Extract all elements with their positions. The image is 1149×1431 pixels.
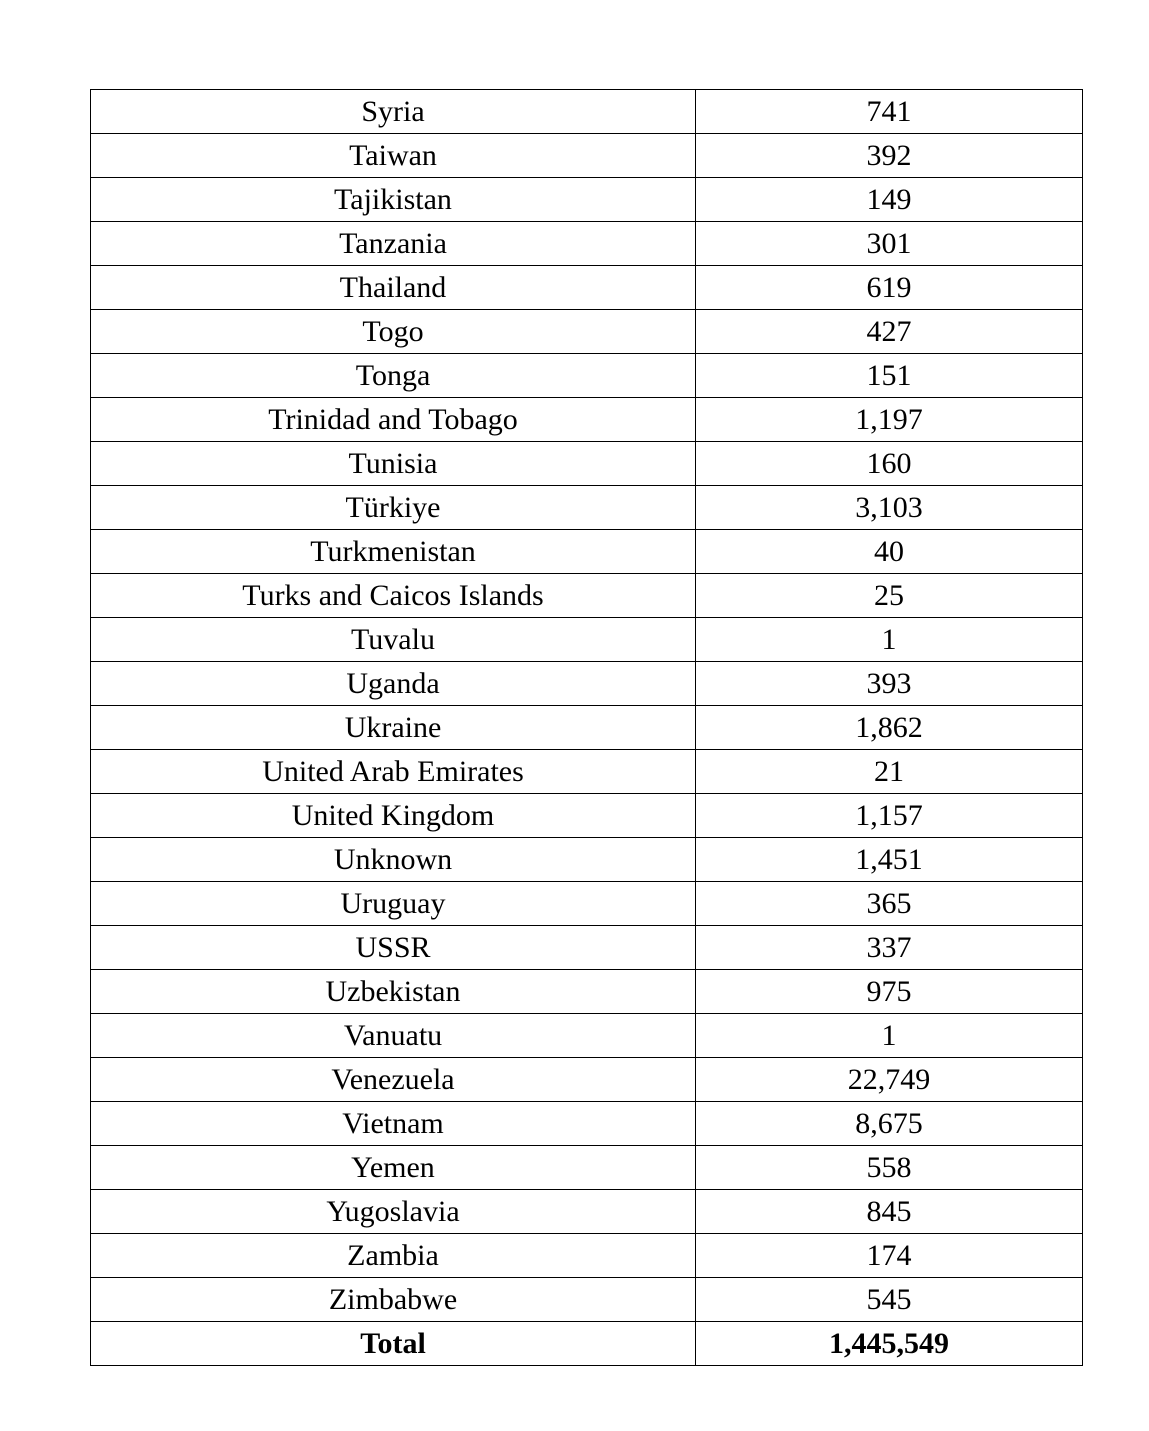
total-label: Total: [91, 1322, 696, 1366]
table-row: [91, 662, 1083, 706]
value-cell: 975: [696, 970, 1083, 1014]
table-row: [91, 134, 1083, 178]
country-cell: Tajikistan: [91, 178, 696, 222]
country-cell: Yemen: [91, 1146, 696, 1190]
country-cell: Vanuatu: [91, 1014, 696, 1058]
country-cell: United Kingdom: [91, 794, 696, 838]
value-cell: 149: [696, 178, 1083, 222]
country-cell: USSR: [91, 926, 696, 970]
value-cell: 25: [696, 574, 1083, 618]
table-row: [91, 706, 1083, 750]
country-cell: Togo: [91, 310, 696, 354]
table-row: [91, 926, 1083, 970]
country-cell: Tuvalu: [91, 618, 696, 662]
value-cell: 545: [696, 1278, 1083, 1322]
country-cell: Yugoslavia: [91, 1190, 696, 1234]
country-count-table: [90, 89, 1083, 1366]
country-cell: Zimbabwe: [91, 1278, 696, 1322]
country-cell: United Arab Emirates: [91, 750, 696, 794]
value-cell: 1,862: [696, 706, 1083, 750]
value-cell: 174: [696, 1234, 1083, 1278]
table-row: [91, 1234, 1083, 1278]
value-cell: 427: [696, 310, 1083, 354]
table-row: [91, 398, 1083, 442]
value-cell: 337: [696, 926, 1083, 970]
value-cell: 1: [696, 1014, 1083, 1058]
total-row: [91, 1322, 1083, 1366]
table-row: [91, 1190, 1083, 1234]
table-row: [91, 1102, 1083, 1146]
country-cell: Vietnam: [91, 1102, 696, 1146]
value-cell: 1,197: [696, 398, 1083, 442]
table-row: [91, 794, 1083, 838]
country-cell: Uzbekistan: [91, 970, 696, 1014]
country-cell: Tanzania: [91, 222, 696, 266]
table-row: [91, 530, 1083, 574]
table-body: [91, 90, 1083, 1366]
table-row: [91, 222, 1083, 266]
country-cell: Ukraine: [91, 706, 696, 750]
country-cell: Unknown: [91, 838, 696, 882]
value-cell: 3,103: [696, 486, 1083, 530]
country-cell: Venezuela: [91, 1058, 696, 1102]
value-cell: 22,749: [696, 1058, 1083, 1102]
value-cell: 1,157: [696, 794, 1083, 838]
table-row: [91, 838, 1083, 882]
country-cell: Turkmenistan: [91, 530, 696, 574]
value-cell: 365: [696, 882, 1083, 926]
value-cell: 619: [696, 266, 1083, 310]
country-cell: Syria: [91, 90, 696, 134]
value-cell: 741: [696, 90, 1083, 134]
country-cell: Thailand: [91, 266, 696, 310]
total-value: 1,445,549: [696, 1322, 1083, 1366]
table-row: [91, 574, 1083, 618]
table-row: [91, 750, 1083, 794]
country-cell: Zambia: [91, 1234, 696, 1278]
table-row: [91, 178, 1083, 222]
country-cell: Turks and Caicos Islands: [91, 574, 696, 618]
table-row: [91, 310, 1083, 354]
table-row: [91, 882, 1083, 926]
table-row: [91, 970, 1083, 1014]
table-row: [91, 1014, 1083, 1058]
value-cell: 558: [696, 1146, 1083, 1190]
table-row: [91, 354, 1083, 398]
country-cell: Tonga: [91, 354, 696, 398]
table-row: [91, 266, 1083, 310]
value-cell: 845: [696, 1190, 1083, 1234]
country-cell: Türkiye: [91, 486, 696, 530]
value-cell: 301: [696, 222, 1083, 266]
table-row: [91, 486, 1083, 530]
table-row: [91, 1146, 1083, 1190]
country-cell: Uruguay: [91, 882, 696, 926]
value-cell: 160: [696, 442, 1083, 486]
country-cell: Trinidad and Tobago: [91, 398, 696, 442]
country-cell: Tunisia: [91, 442, 696, 486]
value-cell: 1: [696, 618, 1083, 662]
value-cell: 21: [696, 750, 1083, 794]
country-cell: Taiwan: [91, 134, 696, 178]
value-cell: 393: [696, 662, 1083, 706]
value-cell: 151: [696, 354, 1083, 398]
table-row: [91, 90, 1083, 134]
value-cell: 1,451: [696, 838, 1083, 882]
country-cell: Uganda: [91, 662, 696, 706]
value-cell: 40: [696, 530, 1083, 574]
value-cell: 392: [696, 134, 1083, 178]
table-row: [91, 1278, 1083, 1322]
table-row: [91, 618, 1083, 662]
table-row: [91, 1058, 1083, 1102]
table-row: [91, 442, 1083, 486]
value-cell: 8,675: [696, 1102, 1083, 1146]
